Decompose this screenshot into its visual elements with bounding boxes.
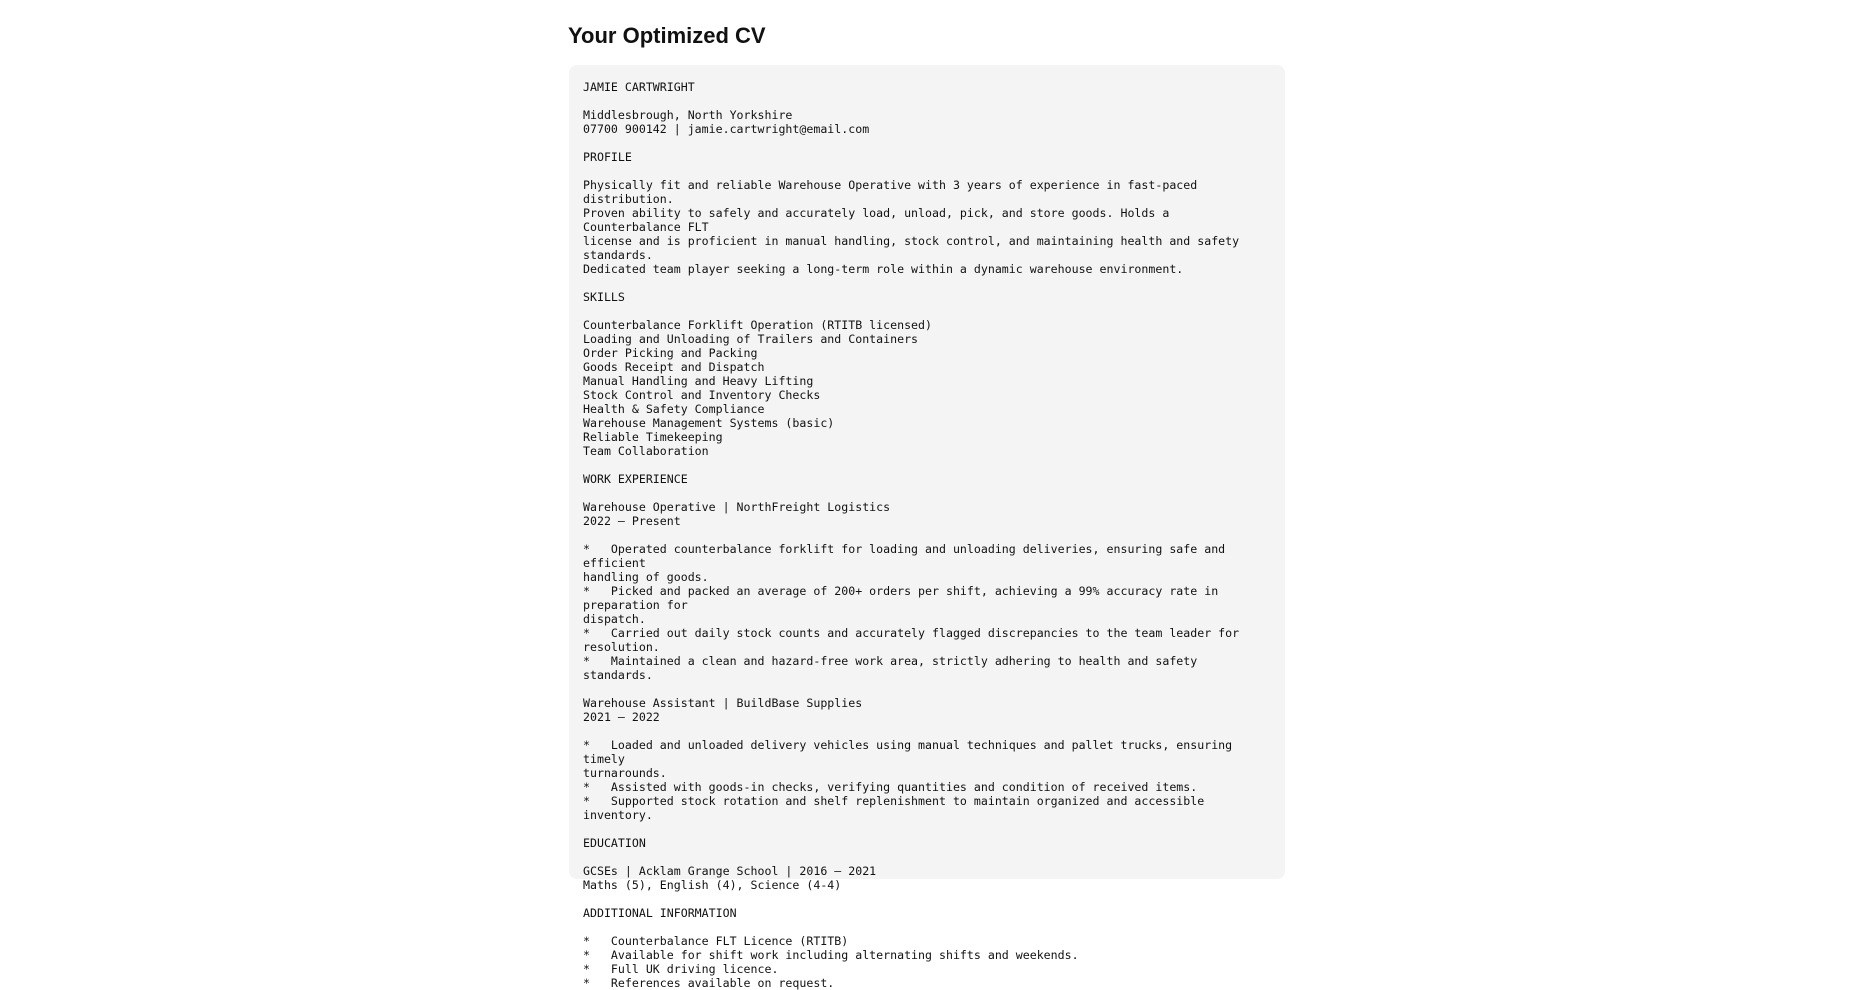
- cv-text[interactable]: JAMIE CARTWRIGHT Middlesbrough, North Yorkshire 07700 900142 | jamie.cartwright@email.com PROFILE Physically fit and reliable Warehouse Operative with 3 years of experience in fast-paced distribution. Proven ability to safely and accurately load, unload, pick, and store goods. Holds a Counterbalance FLT license and is proficient in manual handling, stock control, and maintaining health and safety standards. Dedicated team player seeking a long-term role within a dynamic warehouse environment. SKILLS Counterbalance Forklift Operation (RTITB licensed) Loading and Unloading of Trailers and Containers Order Picking and Packing Goods Receipt and Dispatch Manual Handling and Heavy Lifting Stock Control and Inventory Checks Health & Safety Compliance Warehouse Management Systems (basic) Reliable Timekeeping Team Collaboration WORK EXPERIENCE Warehouse Operative | NorthFreight Logistics 2022 – Present * Operated counterbalance forklift for loading and unloading deliveries, ensuring safe and efficient handling of goods. * Picked and packed an average of 200+ orders per shift, achieving a 99% accuracy rate in preparation for dispatch. * Carried out daily stock counts and accurately flagged discrepancies to the team leader for resolution. * Maintained a clean and hazard-free work area, strictly adhering to health and safety standards. Warehouse Assistant | BuildBase Supplies 2021 – 2022 * Loaded and unloaded delivery vehicles using manual techniques and pallet trucks, ensuring timely turnarounds. * Assisted with goods-in checks, verifying quantities and condition of received items. * Supported stock rotation and shelf replenishment to maintain organized and accessible inventory. EDUCATION GCSEs | Acklam Grange School | 2016 – 2021 Maths (5), English (4), Science (4-4) ADDITIONAL INFORMATION * Counterbalance FLT Licence (RTITB) * Available for shift work including alternating shifts and weekends. * Full UK driving licence. * References available on request.: [583, 80, 1240, 990]
- page-title: Your Optimized CV: [568, 23, 766, 48]
- cv-output-panel: [569, 65, 1285, 990]
